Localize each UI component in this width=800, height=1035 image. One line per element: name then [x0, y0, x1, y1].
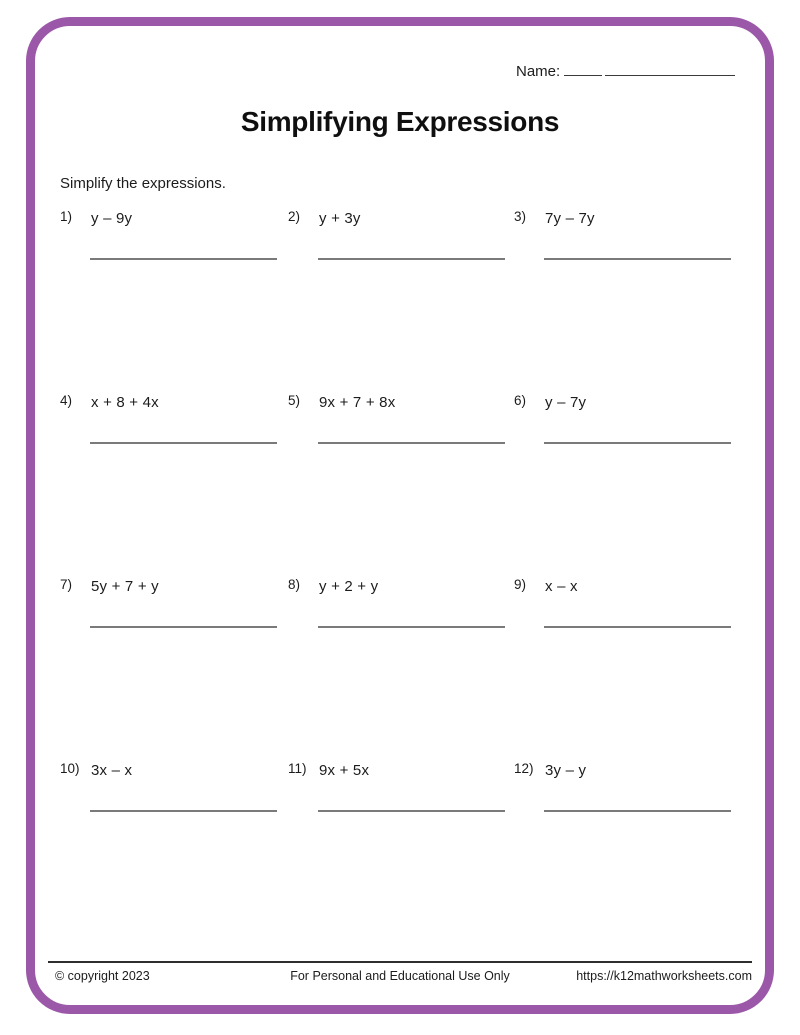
- problem-8: [288, 570, 514, 754]
- answer-blank-line: [544, 442, 731, 444]
- problem-expression: x + 8 + 4x: [91, 394, 159, 411]
- problem-number: 2): [288, 209, 301, 224]
- instruction-text: Simplify the expressions.: [60, 175, 226, 192]
- footer: [48, 969, 752, 983]
- problem-5: [288, 386, 514, 570]
- problem-expression: y – 7y: [545, 394, 587, 411]
- problem-number: 6): [514, 393, 527, 408]
- name-blank-line-long: [605, 60, 735, 76]
- problem-10: [60, 754, 288, 938]
- problem-expression: 5y + 7 + y: [91, 578, 159, 595]
- problem-expression: y + 2 + y: [319, 578, 379, 595]
- problem-3: [514, 202, 740, 386]
- footer-divider: [48, 961, 752, 963]
- footer-usage-text: For Personal and Educational Use Only: [290, 969, 510, 983]
- problem-11: [288, 754, 514, 938]
- answer-blank-line: [544, 810, 731, 812]
- problem-expression: y – 9y: [91, 210, 133, 227]
- problem-2: [288, 202, 514, 386]
- problem-expression: x – x: [545, 578, 578, 595]
- answer-blank-line: [90, 626, 277, 628]
- problem-number: 3): [514, 209, 527, 224]
- name-field-row: [516, 60, 735, 80]
- problem-1: [60, 202, 288, 386]
- answer-blank-line: [90, 258, 277, 260]
- problem-number: 5): [288, 393, 301, 408]
- problem-7: [60, 570, 288, 754]
- problem-expression: 3x – x: [91, 762, 133, 779]
- problem-number: 1): [60, 209, 73, 224]
- problem-expression: 9x + 7 + 8x: [319, 394, 396, 411]
- problem-number: 12): [514, 761, 534, 776]
- footer-copyright: © copyright 2023: [55, 969, 150, 983]
- answer-blank-line: [318, 442, 505, 444]
- problem-expression: y + 3y: [319, 210, 361, 227]
- problem-number: 8): [288, 577, 301, 592]
- problem-expression: 9x + 5x: [319, 762, 370, 779]
- problems-grid: [60, 202, 742, 938]
- problem-number: 11): [288, 761, 307, 776]
- answer-blank-line: [318, 810, 505, 812]
- problem-12: [514, 754, 740, 938]
- answer-blank-line: [544, 626, 731, 628]
- problem-number: 10): [60, 761, 80, 776]
- problem-9: [514, 570, 740, 754]
- problem-expression: 7y – 7y: [545, 210, 595, 227]
- problem-4: [60, 386, 288, 570]
- answer-blank-line: [544, 258, 731, 260]
- problem-number: 9): [514, 577, 527, 592]
- answer-blank-line: [318, 258, 505, 260]
- name-blank-line-short: [564, 60, 602, 76]
- problem-expression: 3y – y: [545, 762, 587, 779]
- footer-website-link: https://k12mathworksheets.com: [576, 969, 752, 983]
- answer-blank-line: [318, 626, 505, 628]
- problem-number: 4): [60, 393, 73, 408]
- answer-blank-line: [90, 810, 277, 812]
- name-label: Name:: [516, 63, 561, 80]
- answer-blank-line: [90, 442, 277, 444]
- problem-number: 7): [60, 577, 73, 592]
- page-title: Simplifying Expressions: [240, 106, 560, 137]
- problem-6: [514, 386, 740, 570]
